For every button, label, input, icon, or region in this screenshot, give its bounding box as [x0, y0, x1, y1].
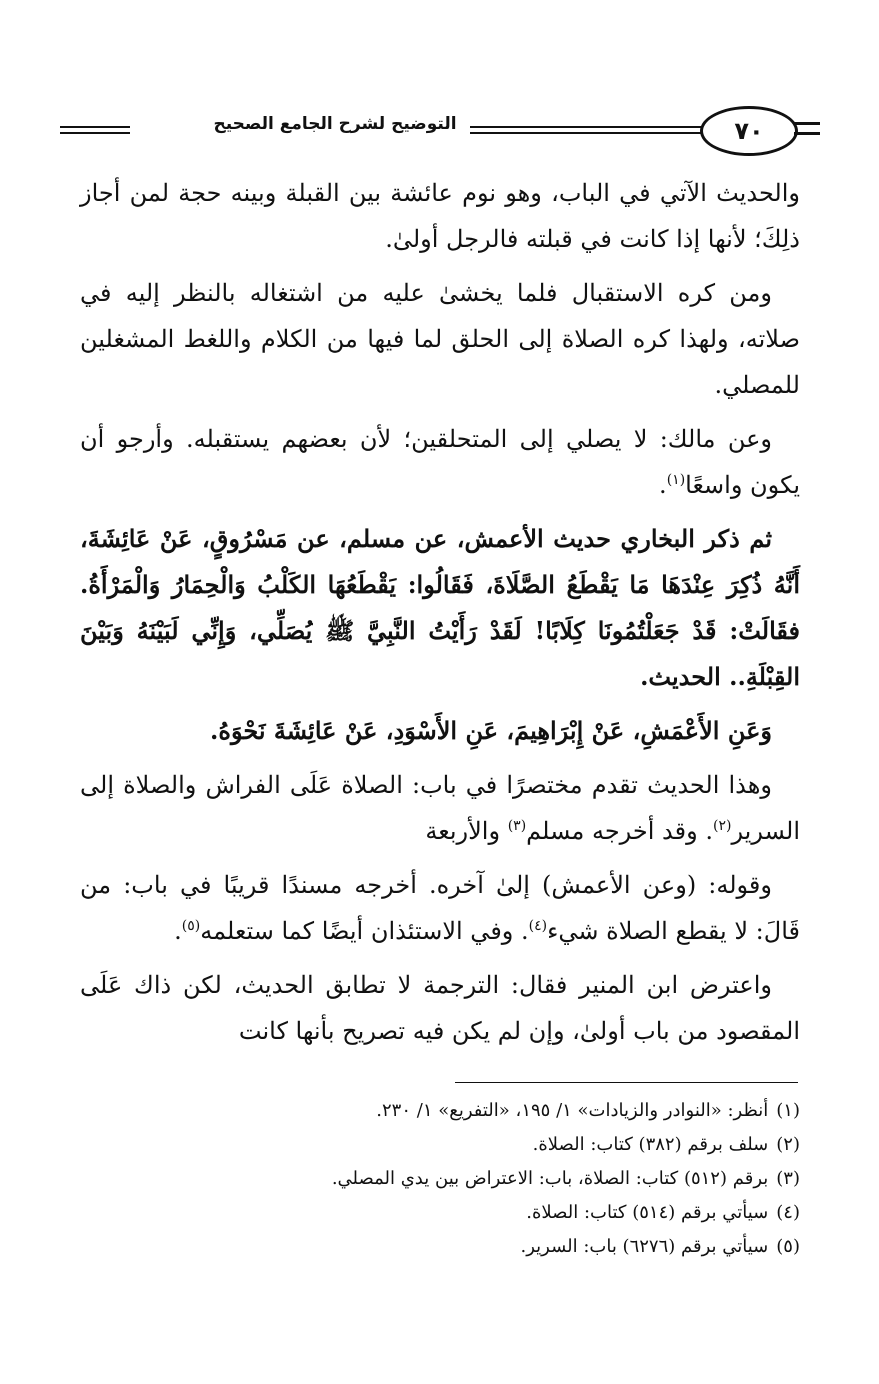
footnote-text: برقم (٥١٢) كتاب: الصلاة، باب: الاعتراض بين يدي المصلي. — [331, 1168, 769, 1189]
hadith-paragraph — [80, 516, 800, 700]
paragraph-text: وقوله: (وعن الأعمش) إلىٰ آخره. أخرجه مسندًا قريبًا في باب: من قَالَ: لا يقطع الصلاة شيء — [80, 871, 800, 945]
paragraph-text-tail: والأربعة — [425, 817, 508, 845]
footnote-text: سيأتي برقم (٥١٤) كتاب: الصلاة. — [526, 1202, 769, 1223]
paragraph — [80, 862, 800, 954]
header-rule-right-lower — [794, 132, 820, 135]
footnote-number: (٤) — [776, 1202, 800, 1223]
footnote-item — [80, 1094, 800, 1128]
footnote-item — [80, 1230, 800, 1264]
running-title: التوضيح لشرح الجامع الصحيح — [210, 114, 460, 134]
header-rule-middle-upper — [470, 126, 702, 128]
hadith-paragraph — [80, 708, 800, 754]
paragraph-text: وَعَنِ الأَعْمَشِ، عَنْ إِبْرَاهِيمَ، عَنِ الأَسْوَدِ، عَنْ عَائِشَةَ نَحْوَهُ. — [210, 716, 772, 745]
footnote-marker[interactable]: (١) — [666, 472, 686, 488]
paragraph-text-tail: . — [174, 917, 182, 945]
paragraph-text-tail: . — [659, 471, 667, 499]
main-text — [80, 170, 800, 1062]
footnote-separator — [455, 1082, 798, 1083]
paragraph-text-tail: . وفي الاستئذان أيضًا كما ستعلمه — [200, 917, 529, 945]
footnote-number: (١) — [776, 1100, 800, 1121]
footnote-marker[interactable]: (٣) — [507, 818, 527, 834]
footnote-marker[interactable]: (٢) — [712, 818, 732, 834]
paragraph — [80, 270, 800, 408]
paragraph-text-tail: . وقد أخرجه مسلم — [526, 817, 713, 845]
paragraph-text: وهذا الحديث تقدم مختصرًا في باب: الصلاة عَلَى الفراش والصلاة إلى السرير — [80, 771, 800, 845]
footnote-marker[interactable]: (٥) — [181, 918, 201, 934]
footnote-number: (٣) — [776, 1168, 800, 1189]
paragraph-text: واعترض ابن المنير فقال: الترجمة لا تطابق الحديث، لكن ذاك عَلَى المقصود من باب أولىٰ، وإن لم يكن فيه تصريح بأنها كانت — [80, 971, 800, 1045]
footnote-marker[interactable]: (٤) — [528, 918, 548, 934]
page-number-badge: ٧٠ — [700, 106, 798, 156]
footnote-text: سيأتي برقم (٦٢٧٦) باب: السرير. — [520, 1236, 769, 1257]
paragraph-text: وعن مالك: لا يصلي إلى المتحلقين؛ لأن بعضهم يستقبله. وأرجو أن يكون واسعًا — [80, 425, 800, 499]
header-rule-left-upper — [60, 126, 130, 128]
paragraph — [80, 170, 800, 262]
paragraph-text: ومن كره الاستقبال فلما يخشىٰ عليه من اشتغاله بالنظر إليه في صلاته، ولهذا كره الصلاة إلى الحلق لما فيها من الكلام واللغط المشغلين للمصلي. — [80, 279, 800, 399]
footnotes — [80, 1094, 800, 1264]
footnote-text: أنظر: «النوادر والزيادات» ١/ ١٩٥، «التفريع» ١/ ٢٣٠. — [376, 1100, 769, 1121]
footnote-item — [80, 1128, 800, 1162]
header-rule-middle-lower — [470, 132, 702, 134]
header-rule-left-lower — [60, 132, 130, 134]
header-rule-right-upper — [794, 122, 820, 125]
paragraph — [80, 416, 800, 508]
footnote-item — [80, 1196, 800, 1230]
paragraph — [80, 962, 800, 1054]
footnote-number: (٢) — [776, 1134, 800, 1155]
page-header — [60, 100, 820, 160]
footnote-number: (٥) — [776, 1236, 800, 1257]
footnote-item — [80, 1162, 800, 1196]
paragraph — [80, 762, 800, 854]
footnote-text: سلف برقم (٣٨٢) كتاب: الصلاة. — [532, 1134, 769, 1155]
paragraph-text: والحديث الآتي في الباب، وهو نوم عائشة بين القبلة وبينه حجة لمن أجاز ذلِكَ؛ لأنها إذا كانت في قبلته فالرجل أولىٰ. — [80, 179, 800, 253]
paragraph-text: ثم ذكر البخاري حديث الأعمش، عن مسلم، عن مَسْرُوقٍ، عَنْ عَائِشَةَ، أَنَّهُ ذُكِرَ عِنْدَهَا مَا يَقْطَعُ الصَّلَاةَ، فَقَالُوا: يَقْطَعُهَا الكَلْبُ وَالْحِمَارُ وَالْمَرْأَةُ. فقَالَتْ: قَدْ جَعَلْتُمُونَا كِلَابًا! لَقَدْ رَأَيْتُ النَّبِيَّ ﷺ يُصَلِّي، وَإِنِّي لَبَيْنَهُ وَبَيْنَ القِبْلَةِ.. الحديث. — [80, 524, 800, 691]
